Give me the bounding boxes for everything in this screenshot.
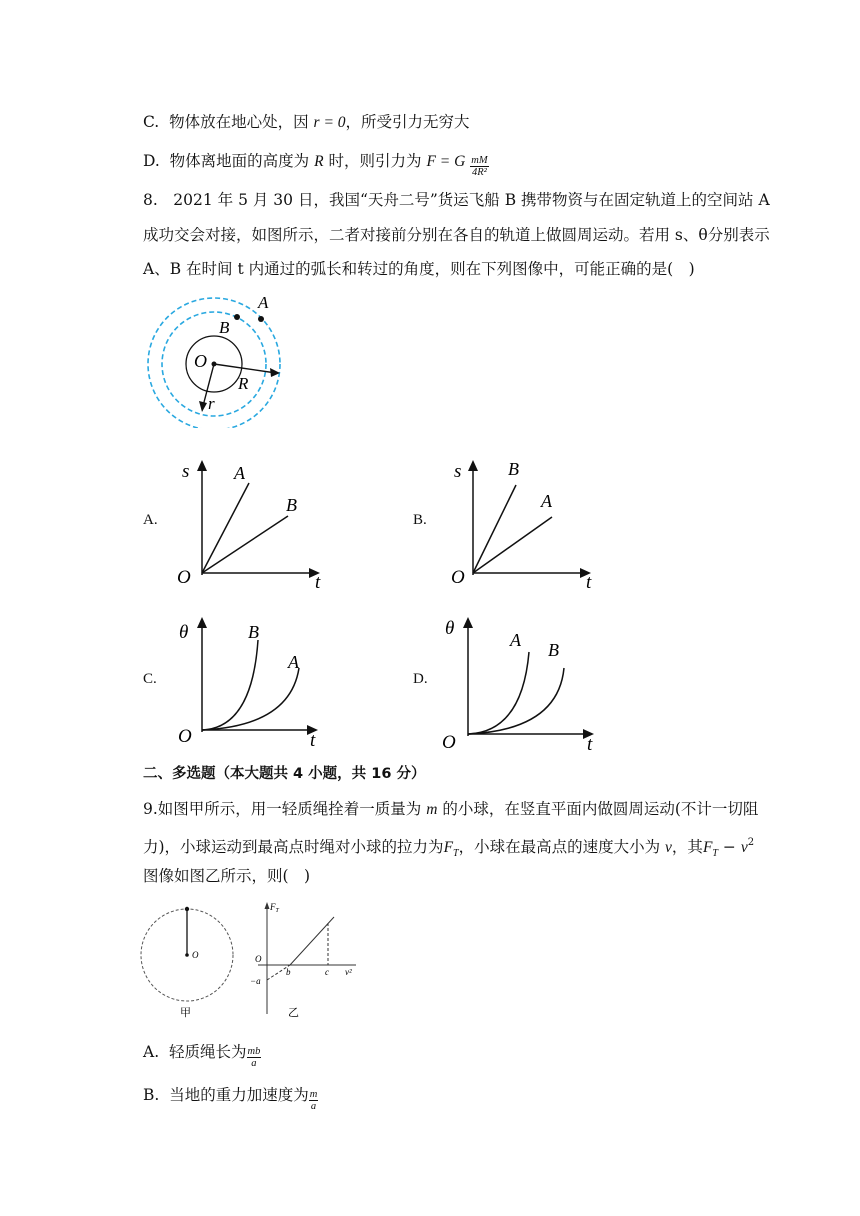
math-expr: r = 0	[313, 114, 346, 131]
q7-option-d	[143, 151, 489, 178]
fraction-denominator: a	[310, 1101, 317, 1112]
q9-line-3: 图像如图乙所示，则( )	[143, 867, 311, 885]
line-shallow	[202, 516, 288, 573]
q8-line-3: A、B 在时间 t 内通过的弧长和转过的角度，则在下列图像中，可能正确的是( )	[143, 260, 695, 278]
option-label: A.	[143, 1043, 160, 1061]
text: ，其	[671, 838, 703, 856]
y-label-main: F	[270, 902, 276, 912]
option-text: 轻质绳长为	[168, 1043, 247, 1061]
fraction	[470, 155, 488, 178]
option-text: 物体放在地心处，因	[169, 113, 314, 131]
origin-label: O	[255, 954, 262, 964]
y-axis-arrow	[265, 902, 270, 909]
label-R: R	[238, 374, 249, 393]
option-label: D.	[143, 152, 160, 170]
curve-shallow	[202, 668, 299, 730]
q8-graph-a	[172, 455, 337, 590]
math-sub: T	[712, 848, 718, 859]
fraction-numerator: mM	[471, 155, 488, 166]
origin-label: O	[178, 726, 192, 747]
text: 9.如图甲所示，用一轻质绳拴着一质量为	[143, 800, 427, 818]
q9-line-1	[143, 799, 758, 820]
label-A: A	[258, 293, 269, 312]
math-var: F	[702, 839, 713, 856]
q8-graph-b	[445, 455, 610, 590]
center-label: O	[192, 950, 199, 960]
y-label	[269, 902, 280, 914]
math-sup: 2	[747, 837, 755, 848]
x-label: t	[586, 572, 592, 590]
steep-line-label: A	[234, 463, 245, 483]
steep-line-label: B	[508, 459, 519, 479]
line-shallow	[473, 517, 552, 573]
x-label: t	[587, 734, 593, 752]
line-steep	[202, 483, 249, 573]
y-axis-arrow	[468, 460, 478, 471]
ft-line	[290, 917, 334, 965]
caption-jia: 甲	[180, 1007, 191, 1019]
math-expr: F = G	[426, 153, 466, 170]
curve-shallow	[468, 668, 564, 734]
y-label: s	[454, 461, 462, 482]
label-O: O	[194, 351, 207, 371]
option-text: 时，则引力为	[323, 152, 427, 170]
b-label: b	[286, 967, 291, 977]
text: 的小球，在竖直平面内做圆周运动(不计一切阻	[437, 800, 759, 818]
label-r: r	[208, 394, 215, 413]
shallow-line-label: B	[286, 495, 297, 515]
line-steep	[473, 485, 516, 573]
fraction-numerator: m	[309, 1089, 318, 1100]
neg-a-label: −a	[250, 976, 261, 986]
steep-curve-label: A	[510, 630, 521, 650]
q9-option-a	[143, 1042, 261, 1069]
y-label: s	[182, 461, 190, 482]
fraction	[247, 1046, 262, 1069]
fraction-denominator: a	[251, 1058, 257, 1069]
math-var: m	[426, 801, 438, 818]
option-text: 物体离地面的高度为	[169, 152, 315, 170]
option-text: 当地的重力加速度为	[169, 1086, 309, 1104]
math-var: v	[665, 839, 672, 856]
q9-line-2	[143, 833, 754, 864]
q8-line-2: 成功交会对接，如图所示，二者对接前分别在各自的轨道上做圆周运动。若用 s、θ分别表示	[143, 226, 770, 244]
q8-option-a-label: A.	[143, 512, 158, 528]
label-B: B	[219, 318, 230, 337]
q8-graph-d	[440, 610, 610, 752]
satellite-B	[234, 314, 240, 320]
y-label: θ	[179, 622, 189, 643]
math-var: R	[314, 153, 324, 170]
y-axis-arrow	[197, 617, 207, 628]
radius-r-arrow	[199, 401, 207, 412]
c-label: c	[325, 967, 329, 977]
satellite-A	[258, 316, 264, 322]
q9-figure-jia	[138, 902, 238, 1020]
math-sub: T	[453, 848, 459, 859]
caption-yi: 乙	[288, 1007, 299, 1019]
x-label: t	[315, 572, 321, 590]
origin-label: O	[451, 567, 465, 588]
option-text: ，所受引力无穷大	[345, 113, 470, 131]
steep-curve-label: B	[248, 622, 259, 642]
shallow-line-label: A	[541, 491, 552, 511]
ball-dot	[185, 907, 189, 911]
x-label: t	[310, 730, 316, 748]
q8-graph-c	[172, 610, 337, 748]
origin-label: O	[442, 732, 456, 752]
curve-steep	[468, 652, 529, 734]
shallow-curve-label: B	[548, 640, 559, 660]
origin-label: O	[177, 567, 191, 588]
math-var: v	[740, 839, 748, 856]
q9-figure-yi	[246, 896, 368, 1022]
q8-option-c-label: C.	[143, 671, 157, 687]
fraction-denominator: 4R²	[472, 167, 487, 178]
section-heading: 二、多选题（本大题共 4 小题，共 16 分）	[143, 766, 426, 782]
shallow-curve-label: A	[288, 652, 299, 672]
y-axis-arrow	[463, 617, 473, 628]
curve-steep	[202, 640, 258, 730]
math-op: −	[717, 838, 741, 856]
text: ，小球在最高点的速度大小为	[458, 838, 666, 856]
math-var: F	[443, 839, 454, 856]
y-label: θ	[445, 618, 455, 639]
q7-option-c	[143, 112, 470, 133]
y-axis-arrow	[197, 460, 207, 471]
orbit-diagram	[140, 288, 290, 428]
x-label: v²	[345, 967, 352, 977]
y-label-sub: T	[275, 908, 279, 914]
q8-option-d-label: D.	[413, 671, 428, 687]
option-label: C.	[143, 113, 160, 131]
option-label: B.	[143, 1086, 160, 1104]
text: 力)，小球运动到最高点时绳对小球的拉力为	[143, 838, 444, 856]
center-dot	[185, 953, 189, 957]
fraction-numerator: mb	[247, 1046, 261, 1057]
q8-line-1: 8. 2021 年 5 月 30 日，我国“天舟二号”货运飞船 B 携带物资与在固定轨道上的空间站 A	[143, 191, 770, 209]
fraction	[309, 1089, 319, 1112]
q9-option-b	[143, 1085, 318, 1112]
q8-option-b-label: B.	[413, 512, 427, 528]
